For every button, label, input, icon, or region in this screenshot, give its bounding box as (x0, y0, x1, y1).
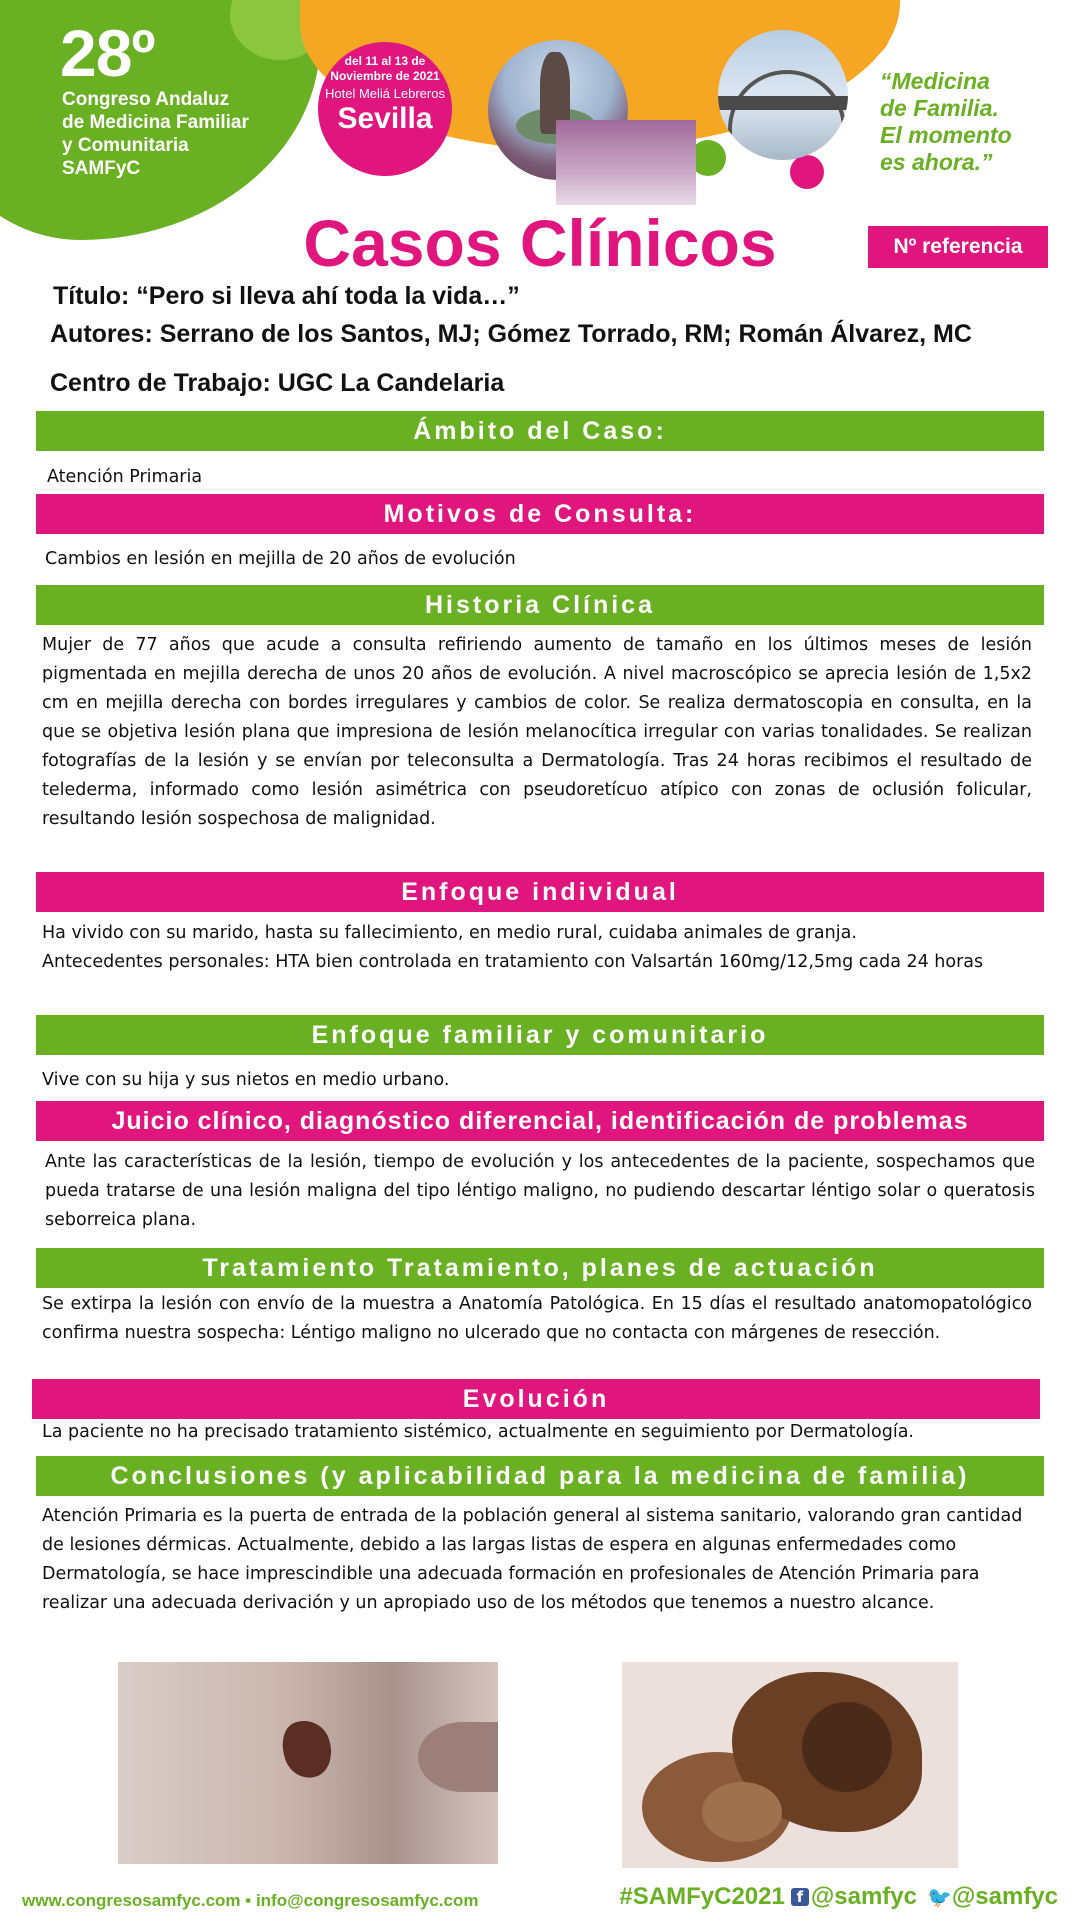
dermatoscopy-photo (622, 1662, 958, 1868)
section-header-historia: Historia Clínica (36, 585, 1044, 625)
congress-number: 28º (60, 16, 155, 90)
facebook-handle[interactable]: @samfyc (810, 1883, 917, 1910)
section-body-enfoque-familiar (42, 1066, 1032, 1095)
magenta-dot-decoration (790, 155, 824, 189)
paragraph: Ante las características de la lesión, tiempo de evolución y los antecedentes de la paciente, sospechamos que pueda tratarse de una lesión maligna del tipo léntigo maligno, no pudiendo descartar léntigo solar o queratosis seborreica plana. (45, 1152, 1035, 1230)
facebook-icon[interactable]: f (791, 1888, 809, 1906)
bridge-photo (718, 30, 848, 160)
clinical-photo-cheek-lesion (118, 1662, 498, 1864)
slogan-line: de Familia. (880, 95, 999, 121)
congress-title-line: Congreso Andaluz (62, 89, 230, 110)
paragraph: Antecedentes personales: HTA bien controlada en tratamiento con Valsartán 160mg/12,5mg cada 24 horas (42, 952, 984, 972)
slogan (880, 68, 1060, 176)
section-header-enfoque-individual: Enfoque individual (36, 872, 1044, 912)
paragraph: Cambios en lesión en mejilla de 20 años de evolución (45, 549, 516, 569)
section-body-conclusiones (42, 1502, 1042, 1618)
hashtag: #SAMFyC2021 (619, 1883, 785, 1910)
section-header-conclusiones: Conclusiones (y aplicabilidad para la medicina de familia) (36, 1456, 1044, 1496)
section-body-juicio-clinico (45, 1148, 1035, 1235)
section-body-enfoque-individual (42, 919, 1032, 977)
footer-social (619, 1882, 1058, 1912)
building-photo (556, 120, 696, 205)
pigmented-lesion (275, 1714, 340, 1785)
date-line: del 11 al 13 de (344, 54, 426, 68)
authors: Autores: Serrano de los Santos, MJ; Gómez Torrado, RM; Román Álvarez, MC (50, 320, 972, 348)
footer-contact[interactable]: www.congresosamfyc.com • info@congresosamfyc.com (22, 1891, 479, 1910)
paragraph: Se extirpa la lesión con envío de la muestra a Anatomía Patológica. En 15 días el resultado anatomopatológico confirma nuestra sospecha: Léntigo maligno no ulcerado que no contacta con márgenes de resección. (42, 1294, 1032, 1343)
pigment-area (702, 1782, 782, 1842)
section-header-tratamiento: Tratamiento Tratamiento, planes de actuación (36, 1248, 1044, 1288)
slogan-line: El momento (880, 122, 1012, 148)
work-center: Centro de Trabajo: UGC La Candelaria (50, 369, 505, 397)
section-header-juicio-clinico: Juicio clínico, diagnóstico diferencial, identificación de problemas (36, 1101, 1044, 1141)
slogan-line: “Medicina (880, 68, 990, 94)
paragraph: La paciente no ha precisado tratamiento sistémico, actualmente en seguimiento por Dermatología. (42, 1422, 914, 1442)
congress-title-line: SAMFyC (62, 158, 141, 179)
reference-badge: Nº referencia (868, 226, 1048, 268)
slogan-line: es ahora.” (880, 149, 993, 175)
yellow-dot-decoration (840, 8, 890, 58)
section-body-evolucion (42, 1418, 1032, 1447)
section-header-evolucion: Evolución (32, 1379, 1040, 1419)
twitter-bird-icon[interactable]: 🐦 (926, 1885, 952, 1909)
page-title: Casos Clínicos (303, 206, 777, 280)
date-line: Noviembre de 2021 (330, 69, 440, 83)
section-body-ambito (47, 463, 1037, 492)
section-body-historia (42, 631, 1032, 834)
section-header-motivos: Motivos de Consulta: (36, 494, 1044, 534)
case-title: Título: “Pero si lleva ahí toda la vida…” (53, 282, 520, 310)
lip-shape (418, 1722, 498, 1792)
paragraph: Ha vivido con su marido, hasta su fallecimiento, en medio rural, cuidaba animales de granja. (42, 923, 857, 943)
city-name: Sevilla (337, 102, 433, 135)
pigment-area (802, 1702, 892, 1792)
bridge-deck (718, 96, 848, 110)
paragraph: Atención Primaria (47, 467, 203, 487)
congress-title-line: y Comunitaria (62, 135, 189, 156)
paragraph: Vive con su hija y sus nietos en medio urbano. (42, 1070, 450, 1090)
paragraph: Mujer de 77 años que acude a consulta refiriendo aumento de tamaño en los últimos meses de lesión pigmentada en mejilla derecha de unos 20 años de evolución. A nivel macroscópico se aprecia lesión de 1,5x2 cm en mejilla derecha con bordes irregulares y cambios de color. Se realiza dermatoscopia en consulta, en la que se objetiva lesión plana que impresiona de lesión melanocítica irregular con varias tonalidades. Se realizan fotografías de la lesión y se envían por teleconsulta a Dermatología. Tras 24 horas recibimos el resultado de telederma, informado como lesión asimétrica con pseudoretícuo atípico con zonas de oclusión folicular, resultando lesión sospechosa de malignidad. (42, 635, 1032, 829)
congress-title (62, 88, 292, 180)
congress-title-line: de Medicina Familiar (62, 112, 249, 133)
hotel-name: Hotel Meliá Lebreros (325, 86, 445, 101)
section-body-motivos (45, 545, 1035, 574)
date-badge (318, 42, 452, 176)
section-header-ambito: Ámbito del Caso: (36, 411, 1044, 451)
twitter-handle[interactable]: @samfyc (951, 1883, 1058, 1910)
section-body-tratamiento (42, 1290, 1032, 1348)
section-header-enfoque-familiar: Enfoque familiar y comunitario (36, 1015, 1044, 1055)
paragraph: Atención Primaria es la puerta de entrada de la población general al sistema sanitario, valorando gran cantidad de lesiones dérmicas. Actualmente, debido a las largas listas de espera en algunas enfermedades como Dermatología, se hace imprescindible una adecuada formación en profesionales de Atención Primaria para realizar una adecuada derivación y un apropiado uso de los métodos que tenemos a nuestro alcance. (42, 1506, 1023, 1613)
